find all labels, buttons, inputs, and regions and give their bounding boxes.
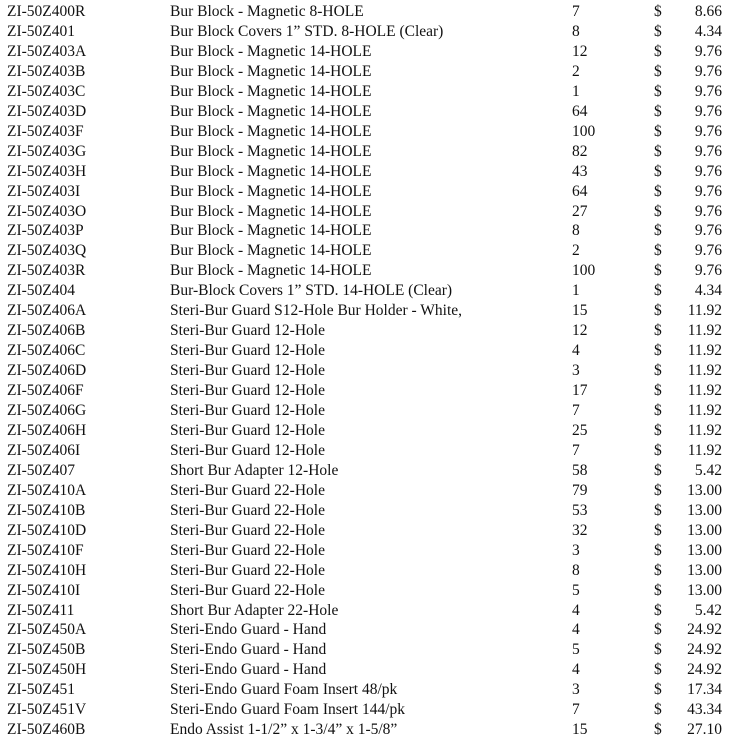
item-description: Steri-Bur Guard 12-Hole [170, 382, 325, 400]
item-sku: ZI-50Z410H [7, 561, 87, 579]
item-sku: ZI-50Z406F [7, 382, 84, 400]
item-sku: ZI-50Z406D [7, 362, 87, 380]
item-description: Steri-Bur Guard 22-Hole [170, 541, 325, 559]
currency-symbol: $ [654, 421, 662, 439]
item-quantity: 43 [572, 162, 588, 180]
item-description: Bur Block - Magnetic 14-HOLE [170, 82, 372, 100]
item-description: Bur Block - Magnetic 14-HOLE [170, 42, 372, 60]
item-description: Bur Block - Magnetic 14-HOLE [170, 202, 372, 220]
item-price: 5.42 [694, 461, 722, 479]
currency-symbol: $ [654, 262, 662, 280]
item-description: Steri-Bur Guard 12-Hole [170, 402, 325, 419]
item-description: Steri-Endo Guard - Hand [170, 621, 327, 639]
item-price: 9.76 [694, 222, 722, 240]
item-quantity: 8 [572, 22, 580, 40]
item-sku: ZI-50Z410D [7, 521, 87, 539]
item-sku: ZI-50Z460B [7, 721, 86, 739]
item-price: 9.76 [694, 262, 722, 280]
item-sku: ZI-50Z401 [7, 22, 76, 40]
item-description: Steri-Bur Guard S12-Hole Bur Holder - White, [170, 302, 463, 320]
item-sku: ZI-50Z404 [7, 282, 76, 300]
item-quantity: 53 [572, 501, 588, 519]
table-row [0, 680, 736, 700]
item-quantity: 25 [572, 421, 588, 439]
item-sku: ZI-50Z410A [7, 481, 87, 499]
item-sku: ZI-50Z406A [7, 302, 87, 320]
item-description: Bur Block - Magnetic 14-HOLE [170, 242, 372, 260]
item-price: 9.76 [694, 242, 722, 260]
item-quantity: 2 [572, 242, 580, 260]
table-row [0, 561, 736, 581]
item-price: 5.42 [694, 601, 722, 619]
table-row [0, 281, 736, 301]
item-price: 27.10 [687, 721, 722, 739]
item-price: 11.92 [687, 302, 722, 320]
currency-symbol: $ [654, 42, 662, 60]
item-sku: ZI-50Z403G [7, 142, 87, 160]
item-description: Steri-Bur Guard 22-Hole [170, 481, 325, 499]
item-sku: ZI-50Z403Q [7, 242, 87, 260]
item-description: Bur Block - Magnetic 14-HOLE [170, 102, 372, 120]
item-quantity: 4 [572, 601, 580, 619]
item-quantity: 82 [572, 142, 588, 160]
item-price: 11.92 [687, 402, 722, 419]
currency-symbol: $ [654, 62, 662, 80]
item-sku: ZI-50Z400R [7, 3, 86, 20]
table-row [0, 321, 736, 341]
currency-symbol: $ [654, 82, 662, 100]
item-sku: ZI-50Z403I [7, 182, 81, 200]
table-row [0, 42, 736, 62]
item-sku: ZI-50Z403B [7, 62, 86, 80]
currency-symbol: $ [654, 441, 662, 459]
item-sku: ZI-50Z403P [7, 222, 84, 240]
item-quantity: 8 [572, 561, 580, 579]
item-price: 11.92 [687, 382, 722, 400]
item-description: Steri-Bur Guard 22-Hole [170, 561, 325, 579]
item-price: 9.76 [694, 62, 722, 80]
currency-symbol: $ [654, 302, 662, 320]
item-price: 24.92 [687, 621, 722, 639]
item-price: 11.92 [687, 322, 722, 340]
currency-symbol: $ [654, 162, 662, 180]
item-description: Endo Assist 1-1/2” x 1-3/4” x 1-5/8” [170, 721, 398, 739]
currency-symbol: $ [654, 242, 662, 260]
table-row [0, 700, 736, 720]
table-row [0, 241, 736, 261]
table-row [0, 102, 736, 122]
item-quantity: 4 [572, 661, 580, 679]
item-sku: ZI-50Z451 [7, 681, 76, 699]
currency-symbol: $ [654, 541, 662, 559]
item-price: 11.92 [687, 421, 722, 439]
item-price: 11.92 [687, 342, 722, 360]
item-sku: ZI-50Z403R [7, 262, 86, 280]
table-row [0, 22, 736, 42]
item-description: Bur Block - Magnetic 14-HOLE [170, 122, 372, 140]
table-row [0, 122, 736, 142]
item-price: 8.66 [694, 3, 722, 20]
item-description: Bur Block - Magnetic 14-HOLE [170, 262, 372, 280]
item-description: Bur-Block Covers 1” STD. 14-HOLE (Clear) [170, 282, 453, 300]
item-description: Steri-Endo Guard Foam Insert 48/pk [170, 681, 398, 699]
currency-symbol: $ [654, 641, 662, 659]
item-quantity: 5 [572, 641, 580, 659]
item-description: Bur Block Covers 1” STD. 8-HOLE (Clear) [170, 22, 444, 40]
currency-symbol: $ [654, 681, 662, 699]
item-description: Steri-Bur Guard 22-Hole [170, 501, 325, 519]
currency-symbol: $ [654, 222, 662, 240]
item-price: 9.76 [694, 202, 722, 220]
item-sku: ZI-50Z403H [7, 162, 87, 180]
item-description: Steri-Bur Guard 12-Hole [170, 441, 325, 459]
item-description: Steri-Bur Guard 22-Hole [170, 581, 325, 599]
table-row [0, 261, 736, 281]
item-quantity: 8 [572, 222, 580, 240]
item-quantity: 7 [572, 441, 580, 459]
item-sku: ZI-50Z451V [7, 701, 87, 719]
table-row [0, 720, 736, 740]
table-row [0, 501, 736, 521]
currency-symbol: $ [654, 581, 662, 599]
item-description: Steri-Endo Guard Foam Insert 144/pk [170, 701, 406, 719]
table-row [0, 421, 736, 441]
currency-symbol: $ [654, 621, 662, 639]
table-row [0, 640, 736, 660]
currency-symbol: $ [654, 142, 662, 160]
item-quantity: 2 [572, 62, 580, 80]
item-sku: ZI-50Z406I [7, 441, 81, 459]
currency-symbol: $ [654, 342, 662, 360]
table-row [0, 221, 736, 241]
currency-symbol: $ [654, 382, 662, 400]
item-price: 4.34 [694, 22, 722, 40]
item-sku: ZI-50Z450A [7, 621, 87, 639]
item-quantity: 100 [572, 262, 596, 280]
item-sku: ZI-50Z410F [7, 541, 84, 559]
currency-symbol: $ [654, 322, 662, 340]
table-row [0, 401, 736, 421]
item-description: Steri-Bur Guard 12-Hole [170, 322, 325, 340]
item-quantity: 3 [572, 681, 580, 699]
item-description: Steri-Bur Guard 12-Hole [170, 421, 325, 439]
item-price: 24.92 [687, 641, 722, 659]
item-quantity: 64 [572, 182, 588, 200]
item-sku: ZI-50Z450B [7, 641, 86, 659]
table-row [0, 341, 736, 361]
item-price: 43.34 [687, 701, 722, 719]
item-sku: ZI-50Z450H [7, 661, 87, 679]
currency-symbol: $ [654, 122, 662, 140]
item-sku: ZI-50Z406C [7, 342, 86, 360]
item-quantity: 3 [572, 362, 580, 380]
item-price: 4.34 [694, 282, 722, 300]
item-quantity: 12 [572, 322, 588, 340]
item-sku: ZI-50Z411 [7, 601, 75, 619]
currency-symbol: $ [654, 362, 662, 380]
table-row [0, 620, 736, 640]
item-quantity: 1 [572, 282, 580, 300]
table-row [0, 581, 736, 601]
item-quantity: 1 [572, 82, 580, 100]
table-row [0, 162, 736, 182]
item-quantity: 15 [572, 721, 588, 739]
currency-symbol: $ [654, 3, 662, 20]
item-quantity: 17 [572, 382, 588, 400]
item-quantity: 7 [572, 3, 580, 20]
table-row [0, 301, 736, 321]
table-row [0, 481, 736, 501]
item-quantity: 7 [572, 701, 580, 719]
item-description: Bur Block - Magnetic 14-HOLE [170, 62, 372, 80]
item-sku: ZI-50Z406G [7, 402, 87, 419]
table-row [0, 82, 736, 102]
item-description: Steri-Bur Guard 12-Hole [170, 342, 325, 360]
item-price: 9.76 [694, 162, 722, 180]
item-quantity: 3 [572, 541, 580, 559]
currency-symbol: $ [654, 701, 662, 719]
item-quantity: 64 [572, 102, 588, 120]
currency-symbol: $ [654, 721, 662, 739]
item-price: 11.92 [687, 441, 722, 459]
item-quantity: 79 [572, 481, 588, 499]
table-row [0, 601, 736, 621]
item-price: 13.00 [687, 541, 722, 559]
item-price: 17.34 [687, 681, 722, 699]
currency-symbol: $ [654, 661, 662, 679]
item-sku: ZI-50Z403O [7, 202, 87, 220]
item-description: Steri-Bur Guard 22-Hole [170, 521, 325, 539]
item-price: 9.76 [694, 82, 722, 100]
item-sku: ZI-50Z403A [7, 42, 87, 60]
item-quantity: 27 [572, 202, 588, 220]
table-row [0, 62, 736, 82]
item-description: Bur Block - Magnetic 14-HOLE [170, 182, 372, 200]
item-price: 11.92 [687, 362, 722, 380]
currency-symbol: $ [654, 282, 662, 300]
item-description: Steri-Endo Guard - Hand [170, 641, 327, 659]
table-row [0, 541, 736, 561]
currency-symbol: $ [654, 501, 662, 519]
item-description: Bur Block - Magnetic 14-HOLE [170, 162, 372, 180]
table-row [0, 521, 736, 541]
item-sku: ZI-50Z403C [7, 82, 86, 100]
table-row [0, 142, 736, 162]
item-description: Bur Block - Magnetic 8-HOLE [170, 3, 364, 20]
item-description: Short Bur Adapter 12-Hole [170, 461, 339, 479]
item-description: Steri-Endo Guard - Hand [170, 661, 327, 679]
item-sku: ZI-50Z410I [7, 581, 81, 599]
currency-symbol: $ [654, 481, 662, 499]
item-price: 13.00 [687, 581, 722, 599]
item-quantity: 4 [572, 342, 580, 360]
item-price: 9.76 [694, 142, 722, 160]
currency-symbol: $ [654, 102, 662, 120]
item-description: Bur Block - Magnetic 14-HOLE [170, 142, 372, 160]
table-row [0, 2, 736, 22]
currency-symbol: $ [654, 22, 662, 40]
item-quantity: 7 [572, 402, 580, 419]
item-quantity: 5 [572, 581, 580, 599]
table-row [0, 461, 736, 481]
item-price: 9.76 [694, 42, 722, 60]
item-quantity: 12 [572, 42, 588, 60]
currency-symbol: $ [654, 202, 662, 220]
item-price: 13.00 [687, 501, 722, 519]
item-price: 9.76 [694, 182, 722, 200]
currency-symbol: $ [654, 182, 662, 200]
table-row [0, 202, 736, 222]
table-row [0, 381, 736, 401]
table-row [0, 361, 736, 381]
item-quantity: 100 [572, 122, 596, 140]
item-sku: ZI-50Z406B [7, 322, 86, 340]
table-row [0, 441, 736, 461]
currency-symbol: $ [654, 402, 662, 419]
item-sku: ZI-50Z410B [7, 501, 86, 519]
currency-symbol: $ [654, 601, 662, 619]
currency-symbol: $ [654, 561, 662, 579]
item-price: 13.00 [687, 561, 722, 579]
item-price: 13.00 [687, 521, 722, 539]
item-quantity: 15 [572, 302, 588, 320]
item-quantity: 32 [572, 521, 588, 539]
table-row [0, 660, 736, 680]
item-sku: ZI-50Z403D [7, 102, 87, 120]
item-description: Bur Block - Magnetic 14-HOLE [170, 222, 372, 240]
item-sku: ZI-50Z406H [7, 421, 87, 439]
item-sku: ZI-50Z407 [7, 461, 76, 479]
item-price: 13.00 [687, 481, 722, 499]
item-quantity: 58 [572, 461, 588, 479]
item-description: Short Bur Adapter 22-Hole [170, 601, 339, 619]
item-price: 24.92 [687, 661, 722, 679]
item-price: 9.76 [694, 122, 722, 140]
table-row [0, 182, 736, 202]
currency-symbol: $ [654, 521, 662, 539]
currency-symbol: $ [654, 461, 662, 479]
item-sku: ZI-50Z403F [7, 122, 84, 140]
item-description: Steri-Bur Guard 12-Hole [170, 362, 325, 380]
item-price: 9.76 [694, 102, 722, 120]
item-quantity: 4 [572, 621, 580, 639]
